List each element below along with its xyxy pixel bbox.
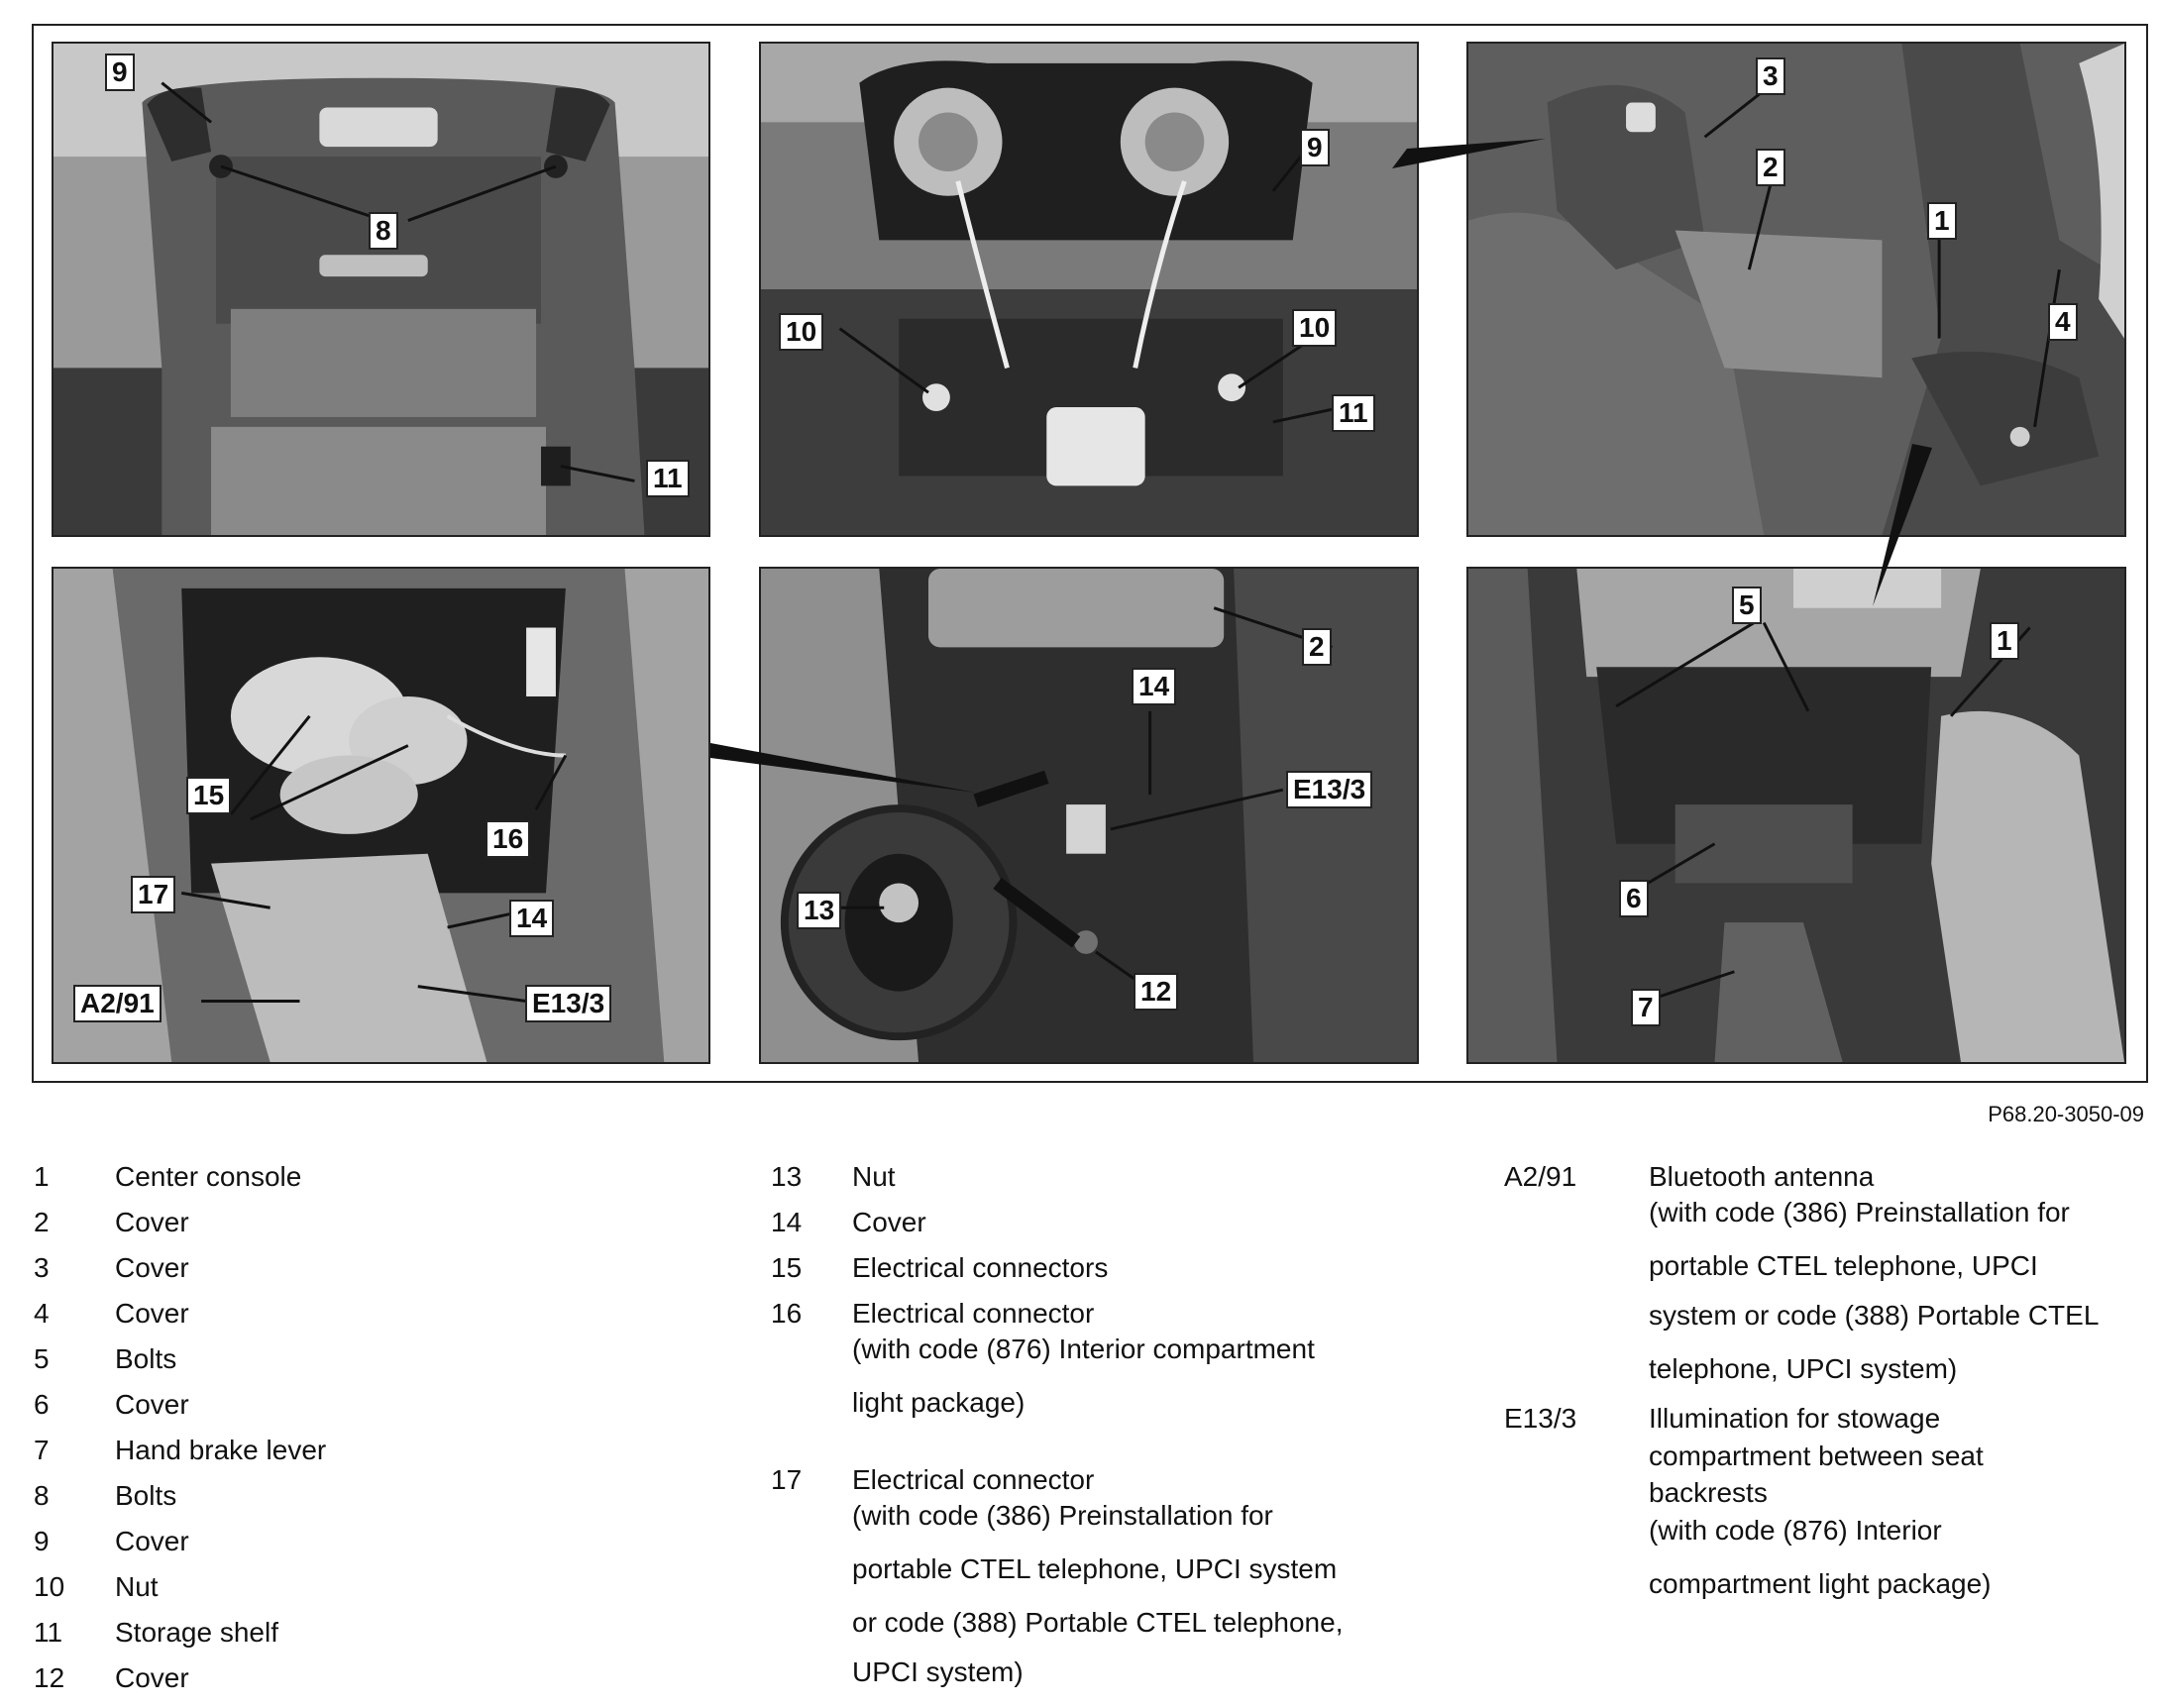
legend-text: Center console: [115, 1161, 302, 1192]
legend-number: 2: [34, 1207, 50, 1237]
callout-A2-91: A2/91: [73, 985, 162, 1022]
legend-number: 12: [34, 1662, 65, 1693]
callout-10-left: 10: [779, 313, 823, 351]
photo-panel-bottom-right: [1466, 567, 2126, 1064]
legend-text-line: backrests: [1649, 1477, 1768, 1508]
legend-text-line: (with code (876) Interior: [1649, 1515, 1942, 1546]
legend-text: Nut: [115, 1571, 159, 1602]
callout-14: 14: [1132, 668, 1176, 705]
legend-text: Hand brake lever: [115, 1435, 327, 1465]
legend-column-1: [34, 1161, 628, 1708]
callout-2: 2: [1302, 628, 1332, 666]
legend-number: 16: [771, 1298, 803, 1329]
callout-14: 14: [509, 900, 554, 937]
legend-text: Cover: [115, 1207, 189, 1237]
callout-15: 15: [186, 777, 231, 814]
legend-item: [34, 1343, 628, 1389]
photo-panel-top-left: [52, 42, 710, 537]
photo-top-left-image: [54, 44, 708, 535]
legend-text-line: compartment light package): [1649, 1568, 1992, 1599]
legend-number: 5: [34, 1343, 50, 1374]
callout-16: 16: [486, 820, 530, 858]
legend-item: [771, 1252, 1405, 1298]
legend-text-line: (with code (876) Interior compartment: [852, 1334, 1315, 1364]
photo-panel-top-middle: [759, 42, 1419, 537]
legend-text-line: Illumination for stowage: [1649, 1403, 1941, 1434]
callout-E13-3: E13/3: [1286, 771, 1372, 808]
legend-text: Bolts: [115, 1343, 177, 1374]
legend-text-line: (with code (386) Preinstallation for: [1649, 1197, 2070, 1228]
callout-8: 8: [369, 212, 398, 250]
legend-item: [34, 1207, 628, 1252]
legend-item: [771, 1298, 1405, 1464]
legend-text-line: or code (388) Portable CTEL telephone,: [852, 1607, 1344, 1638]
legend-text-line: telephone, UPCI system): [1649, 1353, 1958, 1384]
legend-text: Cover: [115, 1298, 189, 1329]
callout-4: 4: [2048, 303, 2078, 341]
legend-text-line: portable CTEL telephone, UPCI system: [852, 1553, 1338, 1584]
legend-item: [34, 1571, 628, 1617]
legend-number: 1: [34, 1161, 50, 1192]
legend-column-3: [1504, 1161, 2138, 1608]
legend-number: A2/91: [1504, 1161, 1577, 1192]
legend-text: Cover: [115, 1252, 189, 1283]
legend-text: Cover: [115, 1389, 189, 1420]
legend-item: [34, 1526, 628, 1571]
photo-panel-bottom-left: [52, 567, 710, 1064]
legend-text-line: system or code (388) Portable CTEL: [1649, 1300, 2100, 1331]
legend-text-line: portable CTEL telephone, UPCI: [1649, 1250, 2038, 1281]
legend-text-line: UPCI system): [852, 1656, 1024, 1687]
callout-2: 2: [1756, 149, 1785, 186]
photo-top-middle-image: [761, 44, 1417, 535]
callout-13: 13: [797, 892, 841, 929]
legend-number: 15: [771, 1252, 803, 1283]
legend-item: [34, 1252, 628, 1298]
callout-12: 12: [1134, 973, 1178, 1011]
legend-item: [34, 1480, 628, 1526]
legend-item: [771, 1161, 1405, 1207]
legend-text: Cover: [115, 1526, 189, 1556]
legend-number: 3: [34, 1252, 50, 1283]
legend-text: Cover: [852, 1207, 926, 1237]
callout-1: 1: [1990, 622, 2019, 660]
callout-7: 7: [1631, 989, 1661, 1026]
legend-text: Storage shelf: [115, 1617, 278, 1648]
legend-text: Electrical connectors: [852, 1252, 1109, 1283]
legend-text: Bolts: [115, 1480, 177, 1511]
callout-1: 1: [1927, 202, 1957, 240]
callout-5: 5: [1732, 587, 1762, 624]
legend-item: [34, 1435, 628, 1480]
callout-10-right: 10: [1292, 309, 1337, 347]
callout-6: 6: [1619, 880, 1649, 917]
legend-text-line: (with code (386) Preinstallation for: [852, 1500, 1273, 1531]
photo-panel-top-right: [1466, 42, 2126, 537]
legend-number: 17: [771, 1464, 803, 1495]
legend-item: [34, 1298, 628, 1343]
figure-reference-code: P68.20-3050-09: [1988, 1102, 2144, 1126]
legend-text: Cover: [115, 1662, 189, 1693]
legend-text-line: light package): [852, 1387, 1026, 1418]
legend-number: 8: [34, 1480, 50, 1511]
legend-number: 4: [34, 1298, 50, 1329]
legend-item: [34, 1389, 628, 1435]
legend-item: [34, 1617, 628, 1662]
legend-text: Nut: [852, 1161, 896, 1192]
legend-item: [34, 1161, 628, 1207]
legend-column-2: [771, 1161, 1405, 1696]
legend-item: [1504, 1403, 2138, 1608]
legend-text-line: Bluetooth antenna: [1649, 1161, 1875, 1192]
legend-number: 9: [34, 1526, 50, 1556]
legend-text-line: Electrical connector: [852, 1464, 1095, 1495]
callout-11: 11: [646, 460, 690, 497]
legend-number: 11: [34, 1617, 63, 1648]
photo-panel-bottom-middle: [759, 567, 1419, 1064]
callout-17: 17: [131, 876, 175, 913]
legend-number: 14: [771, 1207, 803, 1237]
legend-item: [1504, 1161, 2138, 1403]
legend-item: [771, 1464, 1405, 1696]
legend-number: 7: [34, 1435, 50, 1465]
legend-item: [34, 1662, 628, 1708]
legend-number: 10: [34, 1571, 65, 1602]
legend-text-line: Electrical connector: [852, 1298, 1095, 1329]
legend-number: 6: [34, 1389, 50, 1420]
photo-bottom-right-image: [1468, 569, 2124, 1062]
callout-9: 9: [1300, 129, 1330, 166]
callout-3: 3: [1756, 57, 1785, 95]
legend-text-line: compartment between seat: [1649, 1441, 1984, 1471]
legend-number: E13/3: [1504, 1403, 1577, 1434]
callout-11: 11: [1332, 394, 1375, 432]
legend-item: [771, 1207, 1405, 1252]
photo-top-right-image: [1468, 44, 2124, 535]
legend-number: 13: [771, 1161, 803, 1192]
callout-9: 9: [105, 53, 135, 91]
callout-E13-3: E13/3: [525, 985, 611, 1022]
